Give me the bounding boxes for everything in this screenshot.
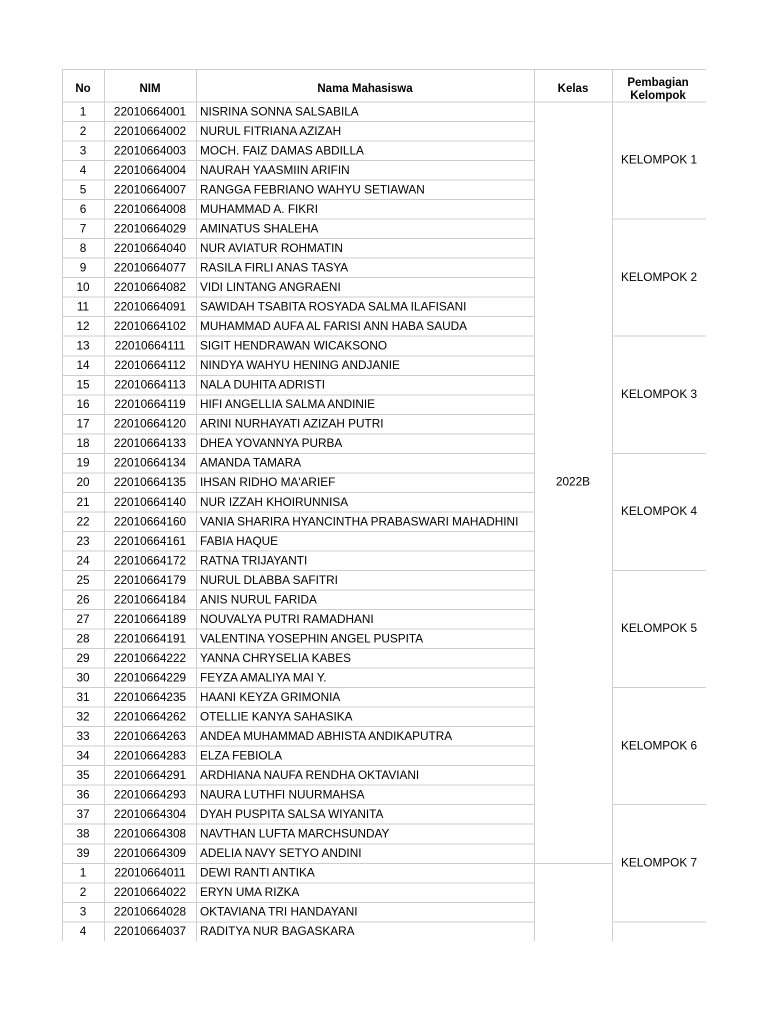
kelompok-label: KELOMPOK 1 xyxy=(620,152,698,167)
row-no: 5 xyxy=(79,182,87,197)
table-body xyxy=(76,104,697,938)
row-nim: 22010664002 xyxy=(113,123,187,138)
row-nama: FEYZA AMALIYA MAI Y. xyxy=(200,670,327,685)
row-nama: SIGIT HENDRAWAN WICAKSONO xyxy=(200,338,388,353)
row-no: 27 xyxy=(76,611,90,626)
kelompok-label: KELOMPOK 2 xyxy=(620,269,698,284)
row-nama: SAWIDAH TSABITA ROSYADA SALMA ILAFISANI xyxy=(200,299,467,314)
header-nim: NIM xyxy=(139,83,161,96)
row-no: 38 xyxy=(76,826,90,841)
row-nim: 22010664113 xyxy=(114,377,186,392)
row-nim: 22010664003 xyxy=(113,143,187,158)
row-nama: MOCH. FAIZ DAMAS ABDILLA xyxy=(200,143,364,158)
row-nama: RASILA FIRLI ANAS TASYA xyxy=(200,260,349,275)
row-nama: NINDYA WAHYU HENING ANDJANIE xyxy=(200,358,400,373)
row-no: 36 xyxy=(76,787,90,802)
row-nama: IHSAN RIDHO MA'ARIEF xyxy=(200,475,336,490)
row-nama: NAURAH YAASMIIN ARIFIN xyxy=(200,162,350,177)
row-nim: 22010664191 xyxy=(113,631,187,646)
row-nim: 22010664001 xyxy=(113,104,187,119)
row-nama: FABIA HAQUE xyxy=(200,533,279,548)
row-no: 13 xyxy=(76,338,90,353)
row-nama: NURUL DLABBA SAFITRI xyxy=(200,572,338,587)
row-nim: 22010664040 xyxy=(113,241,187,256)
header-no: No xyxy=(75,83,91,96)
row-nim: 22010664308 xyxy=(113,826,187,841)
row-nama: VIDI LINTANG ANGRAENI xyxy=(200,280,341,295)
row-nama: ERYN UMA RIZKA xyxy=(200,885,300,900)
row-nim: 22010664293 xyxy=(113,787,187,802)
row-nama: DHEA YOVANNYA PURBA xyxy=(200,436,343,451)
row-no: 20 xyxy=(76,475,90,490)
row-nama: RANGGA FEBRIANO WAHYU SETIAWAN xyxy=(200,182,425,197)
row-no: 10 xyxy=(76,280,90,295)
row-nama: NOUVALYA PUTRI RAMADHANI xyxy=(200,611,374,626)
row-no: 39 xyxy=(76,846,90,861)
row-nama: RATNA TRIJAYANTI xyxy=(200,553,308,568)
kelompok-label: KELOMPOK 5 xyxy=(620,621,698,636)
kelompok-label: KELOMPOK 6 xyxy=(620,738,698,753)
row-nama: ARDHIANA NAUFA RENDHA OKTAVIANI xyxy=(200,768,420,783)
row-nim: 22010664077 xyxy=(113,260,187,275)
row-no: 8 xyxy=(79,241,87,256)
row-nim: 22010664140 xyxy=(113,494,187,509)
row-nama: NURUL FITRIANA AZIZAH xyxy=(200,123,342,138)
row-nim: 22010664120 xyxy=(113,416,187,431)
row-no: 29 xyxy=(76,650,90,665)
row-no: 19 xyxy=(76,455,90,470)
row-nim: 22010664263 xyxy=(113,729,187,744)
row-nim: 22010664291 xyxy=(113,768,187,783)
table-grid xyxy=(62,69,706,941)
row-no: 1 xyxy=(79,865,87,880)
row-nim: 22010664134 xyxy=(113,455,187,470)
row-no: 30 xyxy=(76,670,90,685)
row-nim: 22010664179 xyxy=(113,572,187,587)
row-nama: YANNA CHRYSELIA KABES xyxy=(200,650,352,665)
row-nim: 22010664189 xyxy=(113,611,187,626)
row-no: 37 xyxy=(76,807,90,822)
row-no: 9 xyxy=(79,260,87,275)
row-nama: MUHAMMAD AUFA AL FARISI ANN HABA SAUDA xyxy=(200,319,468,334)
row-nim: 22010664161 xyxy=(113,533,187,548)
row-nim: 22010664022 xyxy=(113,885,187,900)
row-nama: HAANI KEYZA GRIMONIA xyxy=(200,689,341,704)
row-no: 17 xyxy=(76,416,90,431)
row-nama: DYAH PUSPITA SALSA WIYANITA xyxy=(200,807,384,822)
row-no: 24 xyxy=(76,553,90,568)
row-nama: RADITYA NUR BAGASKARA xyxy=(200,924,355,939)
row-no: 4 xyxy=(79,162,87,177)
row-nim: 22010664304 xyxy=(113,807,187,822)
table-header xyxy=(75,77,688,102)
row-nim: 22010664160 xyxy=(113,514,187,529)
row-nim: 22010664029 xyxy=(113,221,187,236)
row-nama: ARINI NURHAYATI AZIZAH PUTRI xyxy=(200,416,384,431)
row-no: 2 xyxy=(79,885,87,900)
row-no: 14 xyxy=(76,358,90,373)
row-nim: 22010664028 xyxy=(113,904,187,919)
row-nim: 22010664133 xyxy=(113,436,187,451)
header-nama-mahasiswa: Nama Mahasiswa xyxy=(317,83,413,96)
row-nim: 22010664309 xyxy=(113,846,187,861)
row-nim: 22010664008 xyxy=(113,201,187,216)
row-no: 26 xyxy=(76,592,90,607)
row-nim: 22010664004 xyxy=(113,162,187,177)
row-no: 6 xyxy=(79,201,87,216)
row-nama: NUR IZZAH KHOIRUNNISA xyxy=(200,494,349,509)
row-nim: 22010664112 xyxy=(114,358,186,373)
row-nim: 22010664172 xyxy=(113,553,187,568)
row-no: 1 xyxy=(79,104,87,119)
kelompok-label: KELOMPOK 4 xyxy=(620,504,698,519)
row-no: 23 xyxy=(76,533,90,548)
row-no: 28 xyxy=(76,631,90,646)
row-nama: ANDEA MUHAMMAD ABHISTA ANDIKAPUTRA xyxy=(200,729,453,744)
row-no: 11 xyxy=(76,299,90,314)
student-group-table xyxy=(62,69,706,941)
row-nim: 22010664235 xyxy=(113,689,187,704)
row-nim: 22010664283 xyxy=(113,748,187,763)
row-nim: 22010664119 xyxy=(114,397,186,412)
row-no: 7 xyxy=(79,221,87,236)
header-pembagian-line1: Pembagian xyxy=(627,77,689,90)
row-no: 18 xyxy=(76,436,90,451)
row-nim: 22010664135 xyxy=(113,475,187,490)
row-no: 4 xyxy=(79,924,87,939)
row-nim: 22010664229 xyxy=(113,670,187,685)
row-no: 22 xyxy=(76,514,90,529)
row-nim: 22010664007 xyxy=(113,182,187,197)
row-nama: MUHAMMAD A. FIKRI xyxy=(200,201,318,216)
header-kelas: Kelas xyxy=(557,83,589,96)
row-nim: 22010664222 xyxy=(113,650,187,665)
row-nama: OKTAVIANA TRI HANDAYANI xyxy=(200,904,358,919)
row-nama: NAURA LUTHFI NUURMAHSA xyxy=(200,787,365,802)
row-nama: NAVTHAN LUFTA MARCHSUNDAY xyxy=(200,826,390,841)
kelompok-label: KELOMPOK 7 xyxy=(620,855,698,870)
row-no: 21 xyxy=(76,494,90,509)
row-no: 3 xyxy=(79,143,87,158)
row-no: 34 xyxy=(76,748,90,763)
row-nim: 22010664091 xyxy=(113,299,187,314)
row-nama: HIFI ANGELLIA SALMA ANDINIE xyxy=(200,397,376,412)
row-nama: ELZA FEBIOLA xyxy=(200,748,282,763)
row-nama: NUR AVIATUR ROHMATIN xyxy=(200,241,343,256)
row-nama: NALA DUHITA ADRISTI xyxy=(200,377,325,392)
row-no: 16 xyxy=(76,397,90,412)
row-nim: 22010664111 xyxy=(114,338,186,353)
row-nama: OTELLIE KANYA SAHASIKA xyxy=(200,709,353,724)
row-no: 15 xyxy=(76,377,90,392)
row-nama: NISRINA SONNA SALSABILA xyxy=(200,104,359,119)
kelompok-label: KELOMPOK 3 xyxy=(620,386,698,401)
row-nim: 22010664184 xyxy=(113,592,187,607)
row-no: 35 xyxy=(76,768,90,783)
row-nim: 22010664102 xyxy=(113,319,187,334)
row-nama: VALENTINA YOSEPHIN ANGEL PUSPITA xyxy=(200,631,424,646)
row-nama: DEWI RANTI ANTIKA xyxy=(200,865,315,880)
row-no: 2 xyxy=(79,123,87,138)
row-nama: AMINATUS SHALEHA xyxy=(200,221,319,236)
row-no: 31 xyxy=(76,689,90,704)
header-pembagian-line2: Kelompok xyxy=(630,90,686,103)
row-no: 3 xyxy=(79,904,87,919)
row-no: 12 xyxy=(76,319,90,334)
row-nim: 22010664011 xyxy=(114,865,186,880)
row-no: 25 xyxy=(76,572,90,587)
row-no: 32 xyxy=(76,709,90,724)
row-nim: 22010664037 xyxy=(113,924,187,939)
row-no: 33 xyxy=(76,729,90,744)
row-nama: ADELIA NAVY SETYO ANDINI xyxy=(200,846,362,861)
row-nim: 22010664082 xyxy=(113,280,187,295)
row-nim: 22010664262 xyxy=(113,709,187,724)
kelas-label: 2022B xyxy=(555,474,591,489)
row-nama: VANIA SHARIRA HYANCINTHA PRABASWARI MAHADHINI xyxy=(200,514,519,529)
row-nama: ANIS NURUL FARIDA xyxy=(200,592,317,607)
row-nama: AMANDA TAMARA xyxy=(200,455,302,470)
